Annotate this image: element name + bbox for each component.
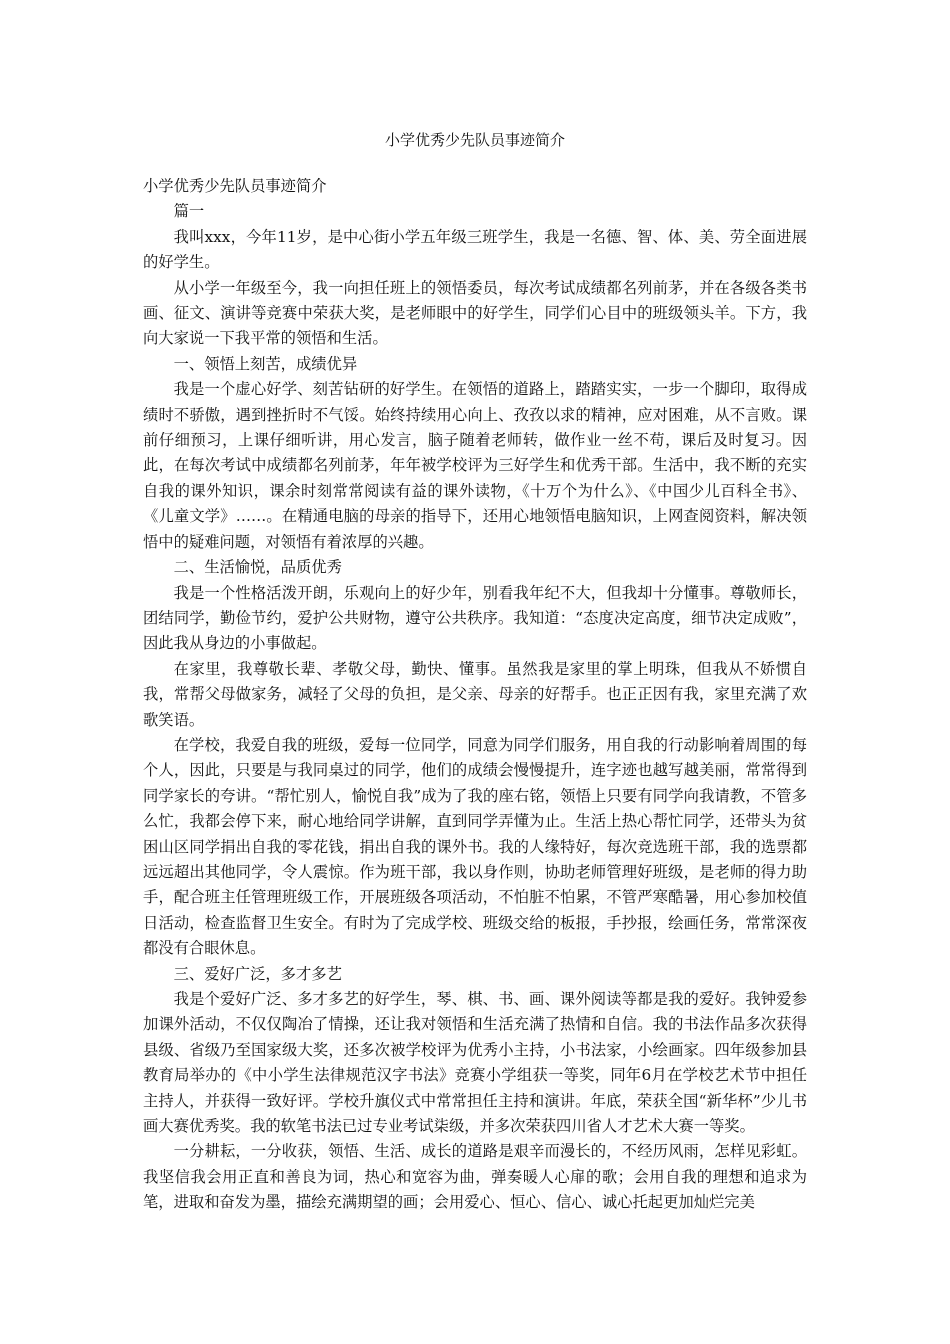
document-body xyxy=(143,174,807,1216)
document-subtitle: 小学优秀少先队员事迹简介 xyxy=(143,177,327,195)
paragraph-hobbies: 我是个爱好广泛、多才多艺的好学生，琴、棋、书、画、课外阅读等都是我的爱好。我钟爱参加课外活动，不仅仅陶冶了情操，还让我对领悟和生活充满了热情和自信。我的书法作品多次获得县级、省级乃至国家级大奖，还多次被学校评为优秀小主持，小书法家，小绘画家。四年级参加县教育局举办的《中小学生法律规范汉字书法》竞赛小学组获一等奖，同年6月在学校艺术节中担任主持人，并获得一致好评。学校升旗仪式中常常担任主持和演讲。年底，荣获全国“新华杯”少儿书画大赛优秀奖。我的软笔书法已过专业考试柒级，并多次荣获四川省人才艺术大赛一等奖。 xyxy=(143,990,807,1136)
paragraph-school: 在学校，我爱自我的班级，爱每一位同学，同意为同学们服务，用自我的行动影响着周围的每个人，因此，只要是与我同桌过的同学，他们的成绩会慢慢提升，连字迹也越写越美丽，常常得到同学家长的夸讲。“帮忙别人，愉悦自我”成为了我的座右铭，领悟上只要有同学向我请教，不管多么忙，我都会停下来，耐心地给同学讲解，直到同学弄懂为止。生活上热心帮忙同学，还带头为贫困山区同学捐出自我的零花钱，捐出自我的课外书。我的人缘特好，每次竞选班干部，我的选票都远远超出其他同学，令人震惊。作为班干部，我以身作则，协助老师管理好班级，是老师的得力助手，配合班主任管理班级工作，开展班级各项活动，不怕脏不怕累，不管严寒酷暑，用心参加校值日活动，检查监督卫生安全。有时为了完成学校、班级交给的板报，手抄报，绘画任务，常常深夜都没有合眼休息。 xyxy=(143,735,807,958)
paragraph-overview: 从小学一年级至今，我一向担任班上的领悟委员，每次考试成绩都名列前茅，并在各级各类书画、征文、演讲等竞赛中荣获大奖，是老师眼中的好学生，同学们心目中的班级领头羊。下方，我向大家说一下我平常的领悟和生活。 xyxy=(143,278,807,348)
paragraph-home: 在家里，我尊敬长辈、孝敬父母，勤快、懂事。虽然我是家里的掌上明珠，但我从不娇惯自我，常帮父母做家务，减轻了父母的负担，是父亲、母亲的好帮手。也正正因有我，家里充满了欢歌笑语。 xyxy=(143,659,807,729)
section-heading-hobbies: 三、爱好广泛，多才多艺 xyxy=(173,964,342,983)
paragraph-intro: 我叫xxx，今年11岁，是中心街小学五年级三班学生，我是一名德、智、体、美、劳全面进展的好学生。 xyxy=(143,227,807,272)
paragraph-study: 我是一个虚心好学、刻苦钻研的好学生。在领悟的道路上，踏踏实实，一步一个脚印，取得成绩时不骄傲，遇到挫折时不气馁。始终持续用心向上、孜孜以求的精神，应对困难，从不言败。课前仔细预习，上课仔细听讲，用心发言，脑子随着老师转，做作业一丝不苟，课后及时复习。因此，在每次考试中成绩都名列前茅，年年被学校评为三好学生和优秀干部。生活中，我不断的充实自我的课外知识，课余时刻常常阅读有益的课外读物，《十万个为什么》、《中国少儿百科全书》、《儿童文学》……。在精通电脑的母亲的指导下，还用心地领悟电脑知识，上网查阅资料，解决领悟中的疑难问题，对领悟有着浓厚的兴趣。 xyxy=(143,380,807,551)
paragraph-character: 我是一个性格活泼开朗，乐观向上的好少年，别看我年纪不大，但我却十分懂事。尊敬师长，团结同学，勤俭节约，爱护公共财物，遵守公共秩序。我知道：“态度决定高度，细节决定成败”，因此我从身边的小事做起。 xyxy=(143,583,807,653)
section-heading-life: 二、生活愉悦，品质优秀 xyxy=(173,558,342,577)
part-label: 篇一 xyxy=(173,202,205,221)
section-heading-study: 一、领悟上刻苦，成绩优异 xyxy=(173,354,358,373)
document-title: 小学优秀少先队员事迹简介 xyxy=(384,131,565,149)
paragraph-conclusion: 一分耕耘，一分收获，领悟、生活、成长的道路是艰辛而漫长的，不经历风雨，怎样见彩虹。我坚信我会用正直和善良为词，热心和宽容为曲，弹奏暖人心扉的歌；会用自我的理想和追求为笔，进取和奋发为墨，描绘充满期望的画；会用爱心、恒心、信心、诚心托起更加灿烂完美 xyxy=(143,1142,807,1212)
